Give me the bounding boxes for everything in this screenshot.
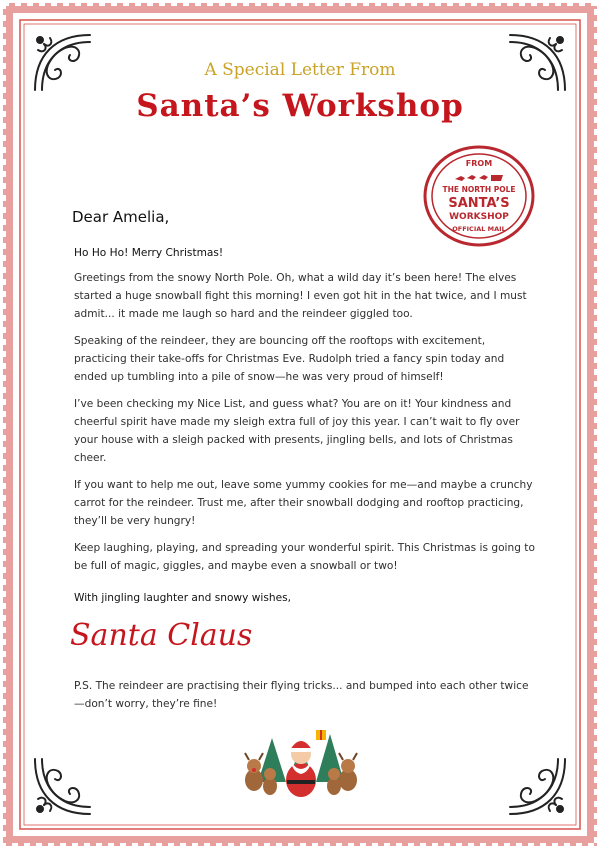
stamp-line-4: WORKSHOP xyxy=(449,212,509,222)
paragraph-1: Greetings from the snowy North Pole. Oh, what a wild day it’s been here! The elves started a huge snowball fight this morning! I even got hit in the hat twice, and I must admit... it made me laugh so hard and the reindeer giggled too. xyxy=(74,272,527,320)
closing-line: With jingling laughter and snowy wishes, xyxy=(74,592,291,604)
corner-ornament-bottom-right xyxy=(500,749,570,819)
letter-subtitle: A Special Letter From xyxy=(204,60,396,80)
paragraph-4: If you want to help me out, leave some yummy cookies for me—and maybe a crunchy carrot for the reindeer. Trust me, after their snowball dodging and rooftop practicing, they’ll be very hungry! xyxy=(74,479,533,527)
opening-line: Ho Ho Ho! Merry Christmas! xyxy=(74,247,224,259)
letter-title: Santa’s Workshop xyxy=(136,88,464,124)
santa-reindeer-illustration xyxy=(238,720,364,802)
paragraph-2: Speaking of the reindeer, they are bouncing off the rooftops with excitement, practicing their take-offs for Christmas Eve. Rudolph tried a fancy spin today and ended up tumbling into a pile of snow—he was very proud of himself! xyxy=(74,335,505,383)
postscript: P.S. The reindeer are practising their flying tricks... and bumped into each other twice—don’t worry, they’re fine! xyxy=(74,680,529,710)
stamp-line-1: FROM xyxy=(465,159,493,168)
stamp-line-3: SANTA’S xyxy=(448,196,510,211)
greeting: Dear Amelia, xyxy=(72,208,170,226)
stamp-line-2: THE NORTH POLE xyxy=(442,185,516,194)
north-pole-stamp xyxy=(423,145,535,247)
letter-body xyxy=(74,244,536,584)
paragraph-5: Keep laughing, playing, and spreading your wonderful spirit. This Christmas is going to be full of magic, giggles, and maybe even a snowball or two! xyxy=(74,542,535,572)
signature: Santa Claus xyxy=(70,618,253,653)
paragraph-3: I’ve been checking my Nice List, and guess what? You are on it! Your kindness and cheerful spirit have made my sleigh extra full of joy this year. I can’t wait to fly over your house with a sleigh packed with presents, jingling bells, and lots of Christmas cheer. xyxy=(74,398,520,464)
corner-ornament-bottom-left xyxy=(30,749,100,819)
stamp-line-5: OFFICIAL MAIL xyxy=(452,225,506,233)
sleigh-icon xyxy=(455,175,503,181)
